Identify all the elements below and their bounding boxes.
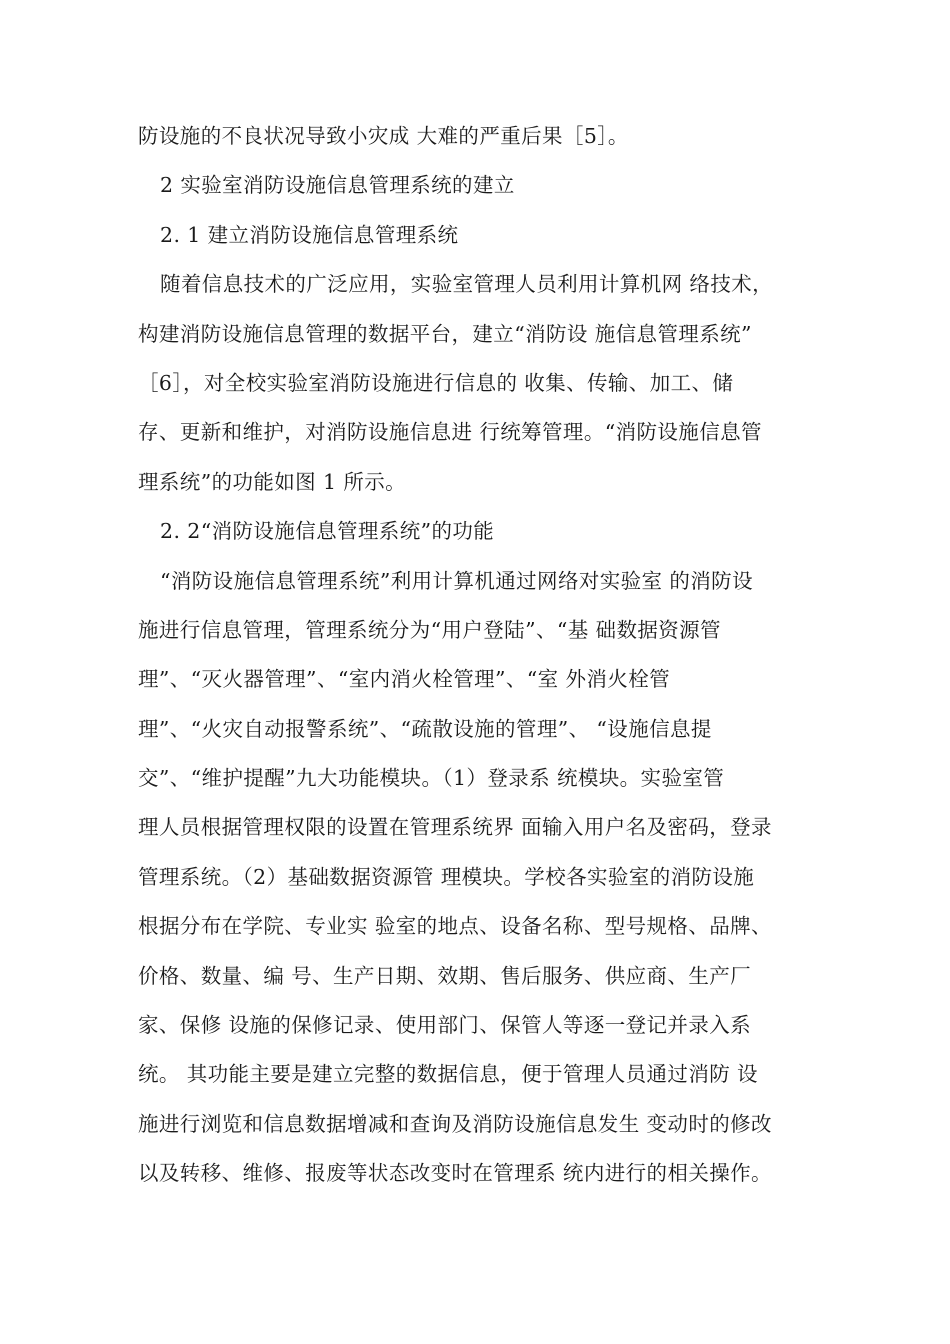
text-line: 家、保修 设施的保修记录、使用部门、保管人等逐一登记并录入系 (138, 1013, 752, 1038)
text-line: 理”、“灭火器管理”、“室内消火栓管理”、“室 外消火栓管 (138, 667, 670, 692)
text-line: 理系统”的功能如图 1 所示。 (138, 469, 407, 494)
text-line: 管理系统。（2）基础数据资源管 理模块。学校各实验室的消防设施 (138, 864, 755, 889)
subsection-heading: 2. 2“消防设施信息管理系统”的功能 (160, 519, 495, 544)
text-line: 防设施的不良状况导致小灾成 大难的严重后果［5］。 (138, 124, 629, 148)
text-line: 构建消防设施信息管理的数据平台，建立“消防设 施信息管理系统” (138, 321, 752, 346)
text-line: 理人员根据管理权限的设置在管理系统界 面输入用户名及密码，登录 (138, 815, 772, 840)
text-line: 理”、“火灾自动报警系统”、“疏散设施的管理”、 “设施信息提 (138, 716, 712, 741)
text-line: 根据分布在学院、专业实 验室的地点、设备名称、型号规格、品牌、 (138, 914, 772, 939)
text-line: 以及转移、维修、报废等状态改变时在管理系 统内进行的相关操作。 (138, 1161, 772, 1186)
text-line: 存、更新和维护，对消防设施信息进 行统筹管理。“消防设施信息管 (138, 420, 762, 445)
text-line: ［6］，对全校实验室消防设施进行信息的 收集、传输、加工、储 (138, 370, 734, 395)
subsection-heading: 2. 1 建立消防设施信息管理系统 (160, 222, 459, 247)
text-line: 交”、“维护提醒”九大功能模块。（1）登录系 统模块。实验室管 (138, 766, 725, 791)
text-line: 统。 其功能主要是建立完整的数据信息，便于管理人员通过消防 设 (138, 1062, 758, 1087)
section-heading: 2 实验室消防设施信息管理系统的建立 (160, 173, 515, 198)
text-line: 施进行信息管理，管理系统分为“用户登陆”、“基 础数据资源管 (138, 617, 721, 642)
body-text (138, 112, 838, 1199)
text-line: 施进行浏览和信息数据增减和查询及消防设施信息发生 变动时的修改 (138, 1111, 772, 1136)
text-line: “消防设施信息管理系统”利用计算机通过网络对实验室 的消防设 (160, 568, 753, 593)
text-line: 价格、数量、编 号、生产日期、效期、售后服务、供应商、生产厂 (138, 963, 752, 988)
text-line: 随着信息技术的广泛应用，实验室管理人员利用计算机网 络技术， (160, 272, 774, 297)
